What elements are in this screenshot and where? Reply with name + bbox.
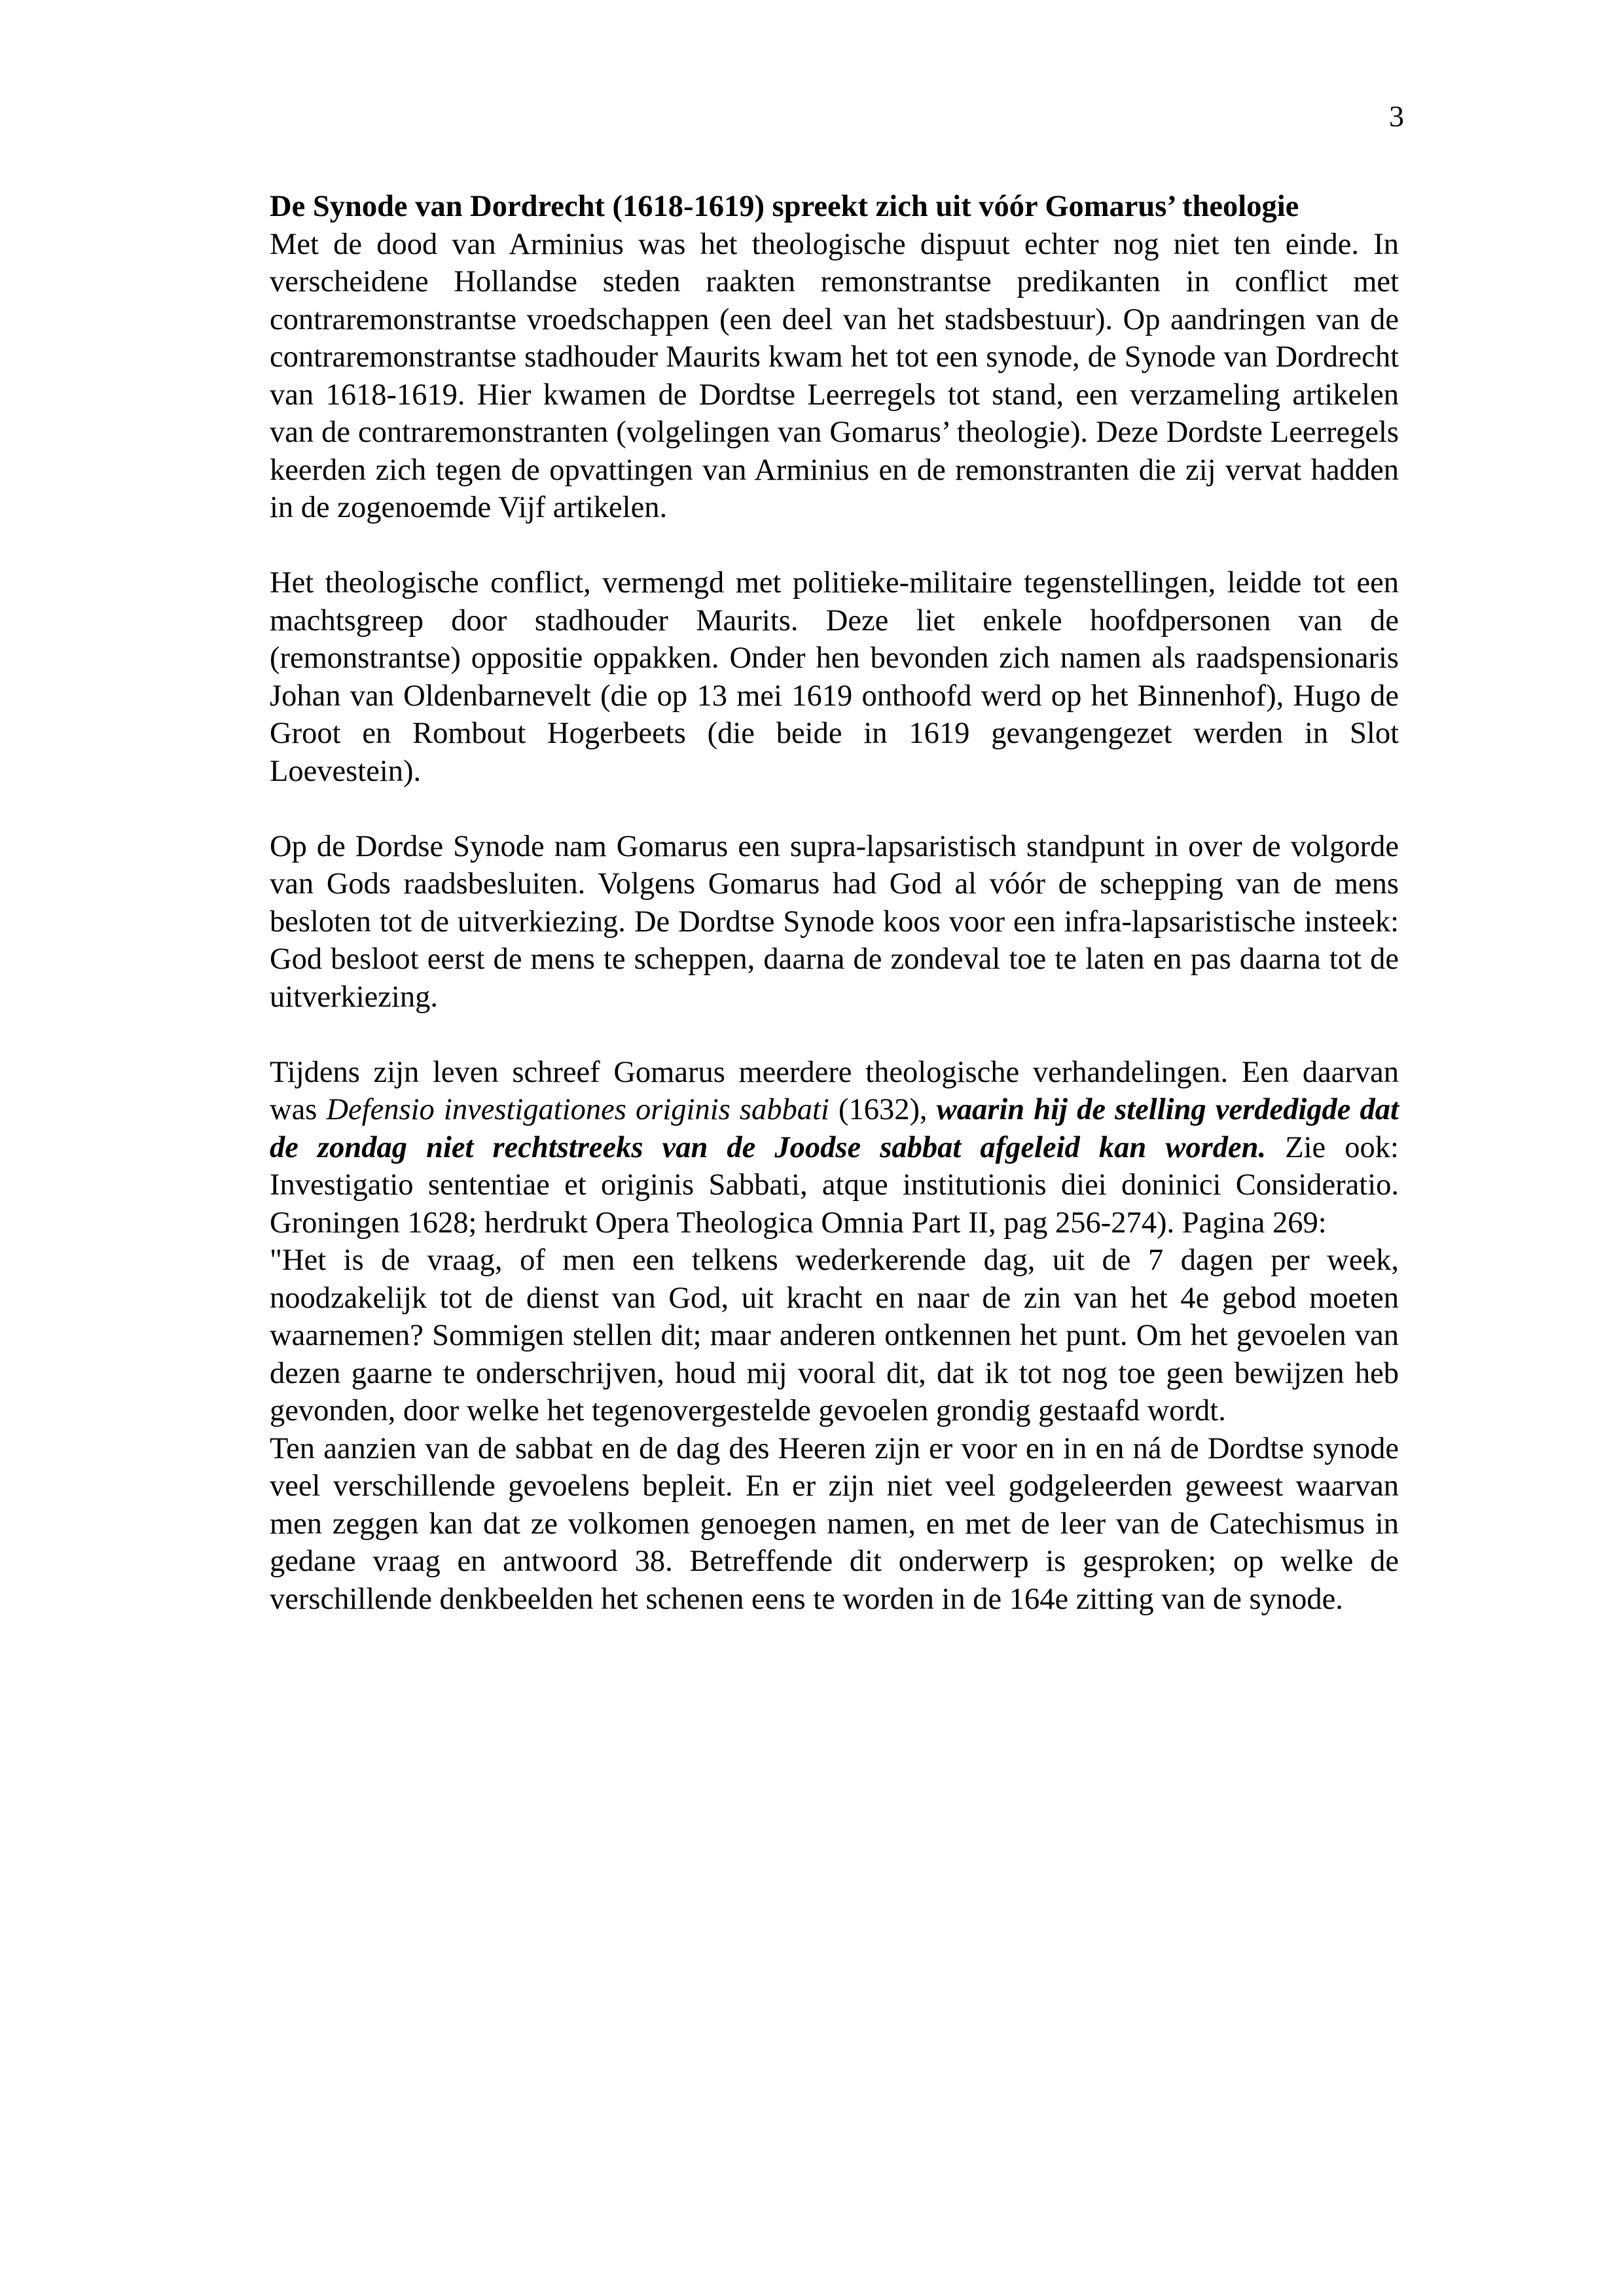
section-heading: De Synode van Dordrecht (1618-1619) spreekt zich uit vóór Gomarus’ theologie	[270, 190, 1299, 223]
verhandelingen-reference: Zie ook: Investigatio sententiae et originis Sabbati, atque institutionis diei doninici Consideratio. Groningen 1628; herdrukt Opera Theologica Omnia Part II, pag 256-274). Pagina 269:	[270, 1130, 1399, 1240]
verhandelingen-intro: Tijdens zijn leven schreef Gomarus meerdere theologische verhandelingen. Een daarvan was	[270, 1055, 1399, 1126]
paragraph-quote: "Het is de vraag, of men een telkens wederkerende dag, uit de 7 dagen per week, noodzakelijk tot de dienst van God, uit kracht en naar de zin van het 4e gebod moeten waarnemen? Sommigen stellen dit; maar anderen ontkennen het punt. Om het gevoelen van dezen gaarne te onderschrijven, houd mij vooral dit, dat ik tot nog toe geen bewijzen heb gevonden, door welke het tegenovergestelde gevoelen grondig gestaafd wordt.	[270, 1244, 1399, 1427]
page-number: 3	[1389, 99, 1404, 133]
emphasized-statement: waarin hij de stelling verdedigde dat de zondag niet rechtstreeks van de Joodse sabbat afgeleid kan worden.	[270, 1093, 1399, 1164]
paragraph-machtsgreep: Het theologische conflict, vermengd met politieke-militaire tegenstellingen, leidde tot een machtsgreep door stadhouder Maurits. Deze liet enkele hoofdpersonen van de (remonstrantse) oppositie oppakken. Onder hen bevonden zich namen als raadspensionaris Johan van Oldenbarnevelt (die op 13 mei 1619 onthoofd werd op het Binnenhof), Hugo de Groot en Rombout Hogerbeets (die beide in 1619 gevangengezet werden in Slot Loevestein).	[270, 566, 1399, 788]
work-year: (1632),	[829, 1093, 937, 1126]
paragraph-verhandelingen	[270, 1054, 1399, 1242]
paragraph-synode-dordrecht: Met de dood van Arminius was het theologische dispuut echter nog niet ten einde. In verscheidene Hollandse steden raakten remonstrantse predikanten in conflict met contraremonstrantse vroedschappen (een deel van het stadsbestuur). Op aandringen van de contraremonstrantse stadhouder Maurits kwam het tot een synode, de Synode van Dordrecht van 1618-1619. Hier kwamen de Dordtse Leerregels tot stand, een verzameling artikelen van de contraremonstranten (volgelingen van Gomarus’ theologie). Deze Dordste Leerregels keerden zich tegen de opvattingen van Arminius en de remonstranten die zij vervat hadden in de zogenoemde Vijf artikelen.	[270, 227, 1399, 524]
document-body	[270, 188, 1399, 1618]
paragraph-sabbat: Ten aanzien van de sabbat en de dag des Heeren zijn er voor en in en ná de Dordtse synode veel verschillende gevoelens bepleit. En er zijn niet veel godgeleerden geweest waarvan men zeggen kan dat ze volkomen genoegen namen, en met de leer van de Catechismus in gedane vraag en antwoord 38. Betreffende dit onderwerp is gesproken; op welke de verschillende denkbeelden het schenen eens te worden in de 164e zitting van de synode.	[270, 1431, 1399, 1616]
work-title: Defensio investigationes originis sabbati	[326, 1093, 829, 1126]
paragraph-lapsarisme: Op de Dordse Synode nam Gomarus een supra-lapsaristisch standpunt in over de volgorde van Gods raadsbesluiten. Volgens Gomarus had God al vóór de schepping van de mens besloten tot de uitverkiezing. De Dordtse Synode koos voor een infra-lapsaristische insteek: God besloot eerst de mens te scheppen, daarna de zondeval toe te laten en pas daarna tot de uitverkiezing.	[270, 829, 1399, 1014]
